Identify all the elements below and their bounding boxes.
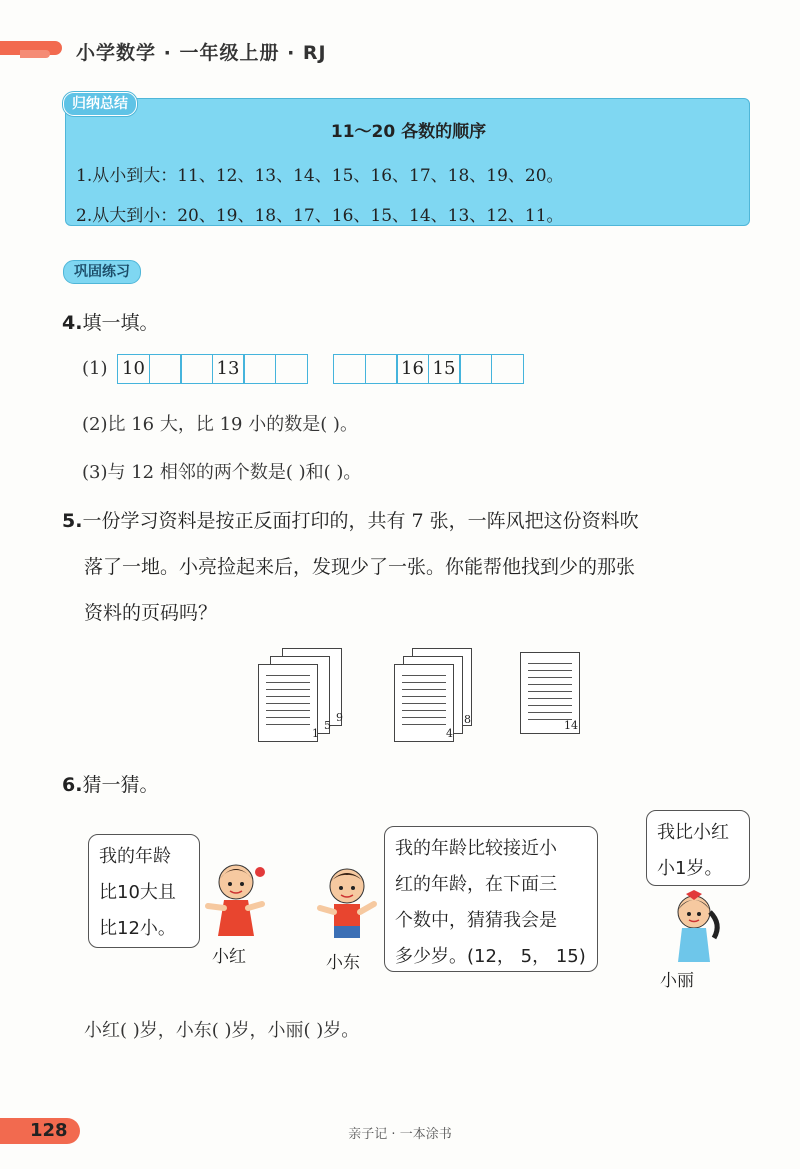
text-line xyxy=(266,717,310,718)
text-line xyxy=(402,675,446,676)
name-xiaodong: 小东 xyxy=(326,953,360,973)
q6-answer-line: 小红( )岁，小东( )岁，小丽( )岁。 xyxy=(84,1020,360,1041)
number-box: 10 xyxy=(117,354,150,384)
page-stack-1 xyxy=(258,648,348,744)
text-line xyxy=(266,710,310,711)
bubble-line: 多少岁。(12， 5， 15) xyxy=(395,946,586,967)
question-text: 猜一猜。 xyxy=(82,774,159,796)
q4-part2: (2)比 16 大，比 19 小的数是( )。 xyxy=(82,414,358,435)
text-line xyxy=(528,670,572,671)
page-number: 5 xyxy=(324,719,331,732)
text-line xyxy=(402,724,446,725)
book-title: 小学数学 · 一年级上册 · RJ xyxy=(76,42,327,64)
question-5-line3: 资料的页码吗？ xyxy=(84,602,218,624)
question-6 xyxy=(62,770,158,797)
question-5-line2: 落了一地。小亮捡起来后，发现少了一张。你能帮他找到少的那张 xyxy=(84,556,636,578)
girl-xiaoli-illustration xyxy=(662,888,726,964)
number-box[interactable] xyxy=(365,354,398,384)
question-number: 5. xyxy=(62,510,83,532)
bubble-line: 个数中，猜猜我会是 xyxy=(395,910,557,931)
bubble-line: 红的年龄，在下面三 xyxy=(395,874,557,895)
page-number: 4 xyxy=(446,727,453,740)
sheet-front xyxy=(258,664,318,742)
text-line xyxy=(528,663,572,664)
number-box[interactable] xyxy=(149,354,182,384)
page-number: 14 xyxy=(564,719,578,732)
bubble-line: 我的年龄比较接近小 xyxy=(395,838,557,859)
text-line xyxy=(266,703,310,704)
question-4 xyxy=(62,308,158,335)
text-line xyxy=(402,703,446,704)
question-text: 填一填。 xyxy=(82,312,159,334)
bubble-line: 我的年龄 xyxy=(99,846,171,867)
text-line xyxy=(528,712,572,713)
sheet-front xyxy=(394,664,454,742)
boy-xiaodong-illustration xyxy=(312,862,382,942)
page-stack-2 xyxy=(394,648,479,744)
text-line xyxy=(402,689,446,690)
number-box[interactable] xyxy=(275,354,308,384)
number-box[interactable] xyxy=(180,354,213,384)
text-line xyxy=(266,689,310,690)
page-number: 9 xyxy=(336,711,343,724)
question-5 xyxy=(62,506,639,533)
summary-box xyxy=(65,98,750,226)
girl-xiaohong-illustration xyxy=(200,858,272,940)
bubble-line: 小1岁。 xyxy=(657,858,723,879)
number-boxes-row-1 xyxy=(117,354,308,384)
bubble-line: 比12小。 xyxy=(99,918,176,939)
text-line xyxy=(402,696,446,697)
header-accent-stripe xyxy=(20,50,50,58)
number-boxes-row-2 xyxy=(333,354,524,384)
page-number: 8 xyxy=(464,713,471,726)
text-line xyxy=(402,710,446,711)
q4-part3: (3)与 12 相邻的两个数是( )和( )。 xyxy=(82,462,362,483)
text-line xyxy=(402,682,446,683)
text-line xyxy=(528,705,572,706)
question-number: 4. xyxy=(62,312,83,334)
text-line xyxy=(266,696,310,697)
speech-bubble-xiaodong xyxy=(384,826,598,972)
footer-text: 亲子记 · 一本涂书 xyxy=(348,1127,452,1142)
bubble-line: 比10大且 xyxy=(99,882,176,903)
number-box[interactable] xyxy=(459,354,492,384)
text-line xyxy=(266,682,310,683)
page-number: 1 xyxy=(312,727,319,740)
text-line xyxy=(528,684,572,685)
bubble-line: 我比小红 xyxy=(657,822,729,843)
page-number: 128 xyxy=(30,1120,68,1141)
number-box[interactable] xyxy=(243,354,276,384)
summary-line-ascending: 1.从小到大：11、12、13、14、15、16、17、18、19、20。 xyxy=(76,166,564,186)
summary-tag: 归纳总结 xyxy=(63,92,137,116)
text-line xyxy=(528,677,572,678)
speech-bubble-xiaohong xyxy=(88,834,200,948)
question-text-line1: 一份学习资料是按正反面打印的，共有 7 张，一阵风把这份资料吹 xyxy=(82,510,639,532)
number-box[interactable] xyxy=(491,354,524,384)
text-line xyxy=(528,698,572,699)
text-line xyxy=(528,691,572,692)
text-line xyxy=(266,724,310,725)
name-xiaoli: 小丽 xyxy=(660,971,694,991)
speech-bubble-xiaoli xyxy=(646,810,750,886)
question-number: 6. xyxy=(62,774,83,796)
page-stack-3 xyxy=(520,652,586,738)
number-box[interactable] xyxy=(333,354,366,384)
number-box: 16 xyxy=(396,354,429,384)
number-box: 15 xyxy=(428,354,461,384)
summary-line-descending: 2.从大到小：20、19、18、17、16、15、14、13、12、11。 xyxy=(76,206,564,226)
practice-tag: 巩固练习 xyxy=(63,260,141,284)
name-xiaohong: 小红 xyxy=(212,947,246,967)
summary-heading: 11～20 各数的顺序 xyxy=(330,122,487,142)
text-line xyxy=(266,675,310,676)
number-box: 13 xyxy=(212,354,245,384)
text-line xyxy=(402,717,446,718)
q4-part1-label: (1) xyxy=(82,358,108,379)
